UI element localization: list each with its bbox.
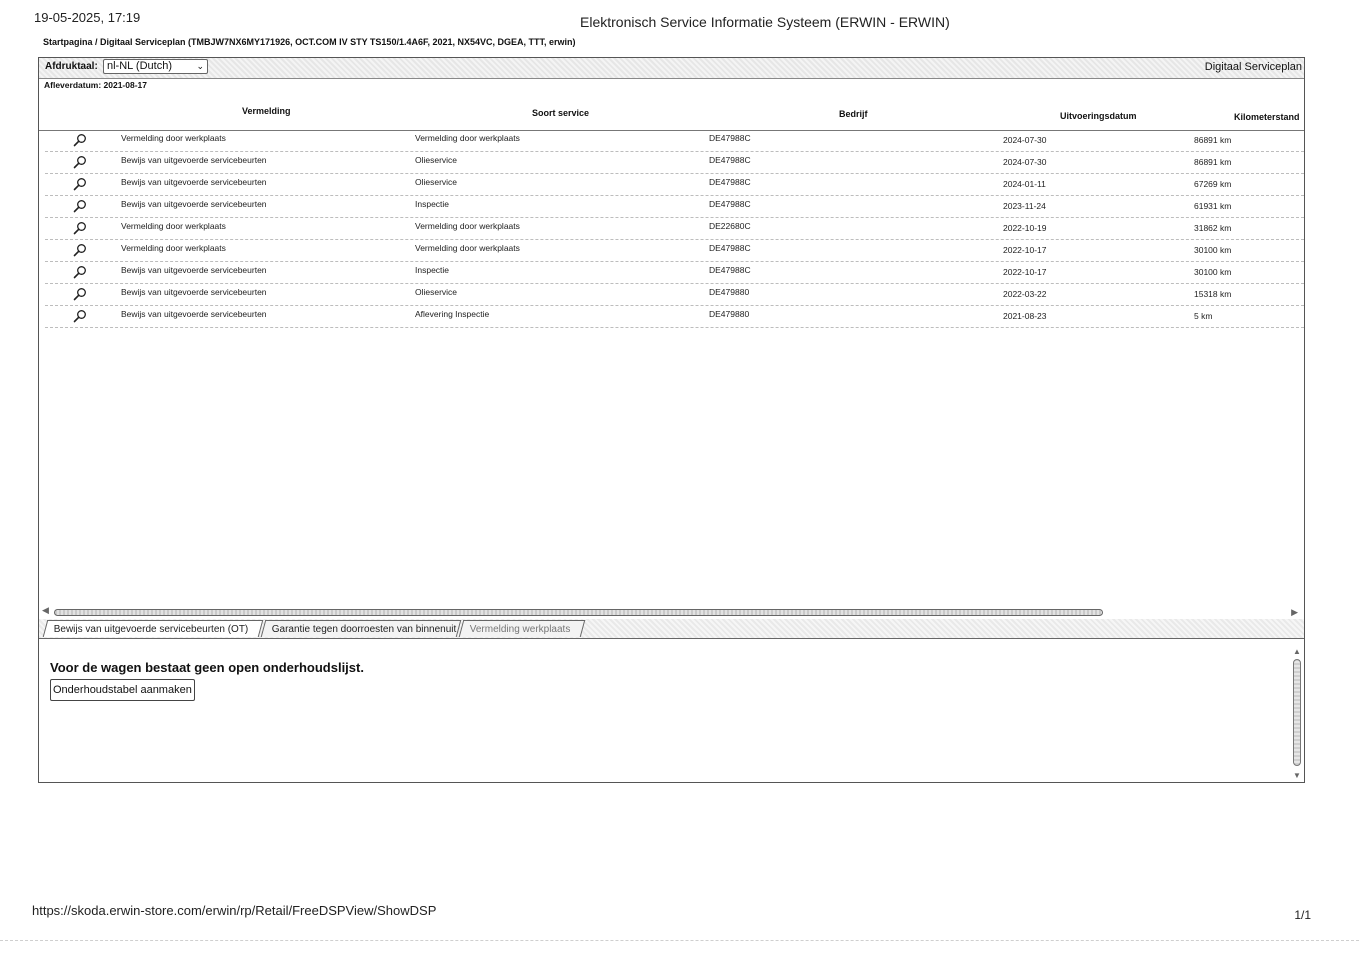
print-title: Elektronisch Service Informatie Systeem (ERWIN - ERWIN) [580,14,950,30]
table-row[interactable] [45,306,1304,328]
tab-rust-warranty[interactable] [261,620,462,637]
create-maintenance-table-button[interactable]: Onderhoudstabel aanmaken [50,679,195,701]
row-execution-date: 2022-10-17 [1003,245,1047,255]
tab-workshop-entry[interactable] [459,620,586,637]
magnifier-icon[interactable] [73,309,87,323]
row-service-type: Olieservice [415,177,458,187]
row-service-type: Vermelding door werkplaats [415,133,520,143]
row-entry: Bewijs van uitgevoerde servicebeurten [121,287,267,297]
toolbar [39,58,1304,79]
row-entry: Bewijs van uitgevoerde servicebeurten [121,199,267,209]
row-mileage: 31862 km [1194,223,1232,233]
table-row[interactable] [45,152,1304,174]
row-service-type: Inspectie [415,199,450,209]
row-company: DE479880 [709,309,750,319]
column-header-mileage[interactable]: Kilometerstand [1234,112,1300,122]
column-header-execution-date[interactable]: Uitvoeringsdatum [1060,111,1137,121]
scroll-left-icon[interactable]: ◀ [42,605,49,615]
row-mileage: 61931 km [1194,201,1232,211]
maintenance-pane [39,639,1304,782]
delivery-date: Afleverdatum: 2021-08-17 [44,80,147,90]
horizontal-scrollbar[interactable] [39,605,1304,619]
section-title: Digitaal Serviceplan [1204,61,1302,73]
magnifier-icon[interactable] [73,133,87,147]
vertical-scroll-thumb[interactable] [1293,659,1301,766]
magnifier-icon[interactable] [73,265,87,279]
row-execution-date: 2024-07-30 [1003,135,1047,145]
language-select-value: nl-NL (Dutch) [107,60,172,72]
row-mileage: 67269 km [1194,179,1232,189]
language-label: Afdruktaal: [45,61,98,72]
row-mileage: 30100 km [1194,267,1232,277]
table-row[interactable] [45,240,1304,262]
horizontal-scroll-thumb[interactable] [54,609,1103,616]
row-entry: Bewijs van uitgevoerde servicebeurten [121,309,267,319]
magnifier-icon[interactable] [73,287,87,301]
row-execution-date: 2024-07-30 [1003,157,1047,167]
tab-service-proof[interactable] [43,620,264,637]
column-header-service-type[interactable]: Soort service [532,108,590,118]
tab-label: Garantie tegen doorroesten van binnenuit [271,624,457,635]
scroll-down-icon[interactable]: ▼ [1293,771,1301,780]
magnifier-icon[interactable] [73,155,87,169]
row-execution-date: 2021-08-23 [1003,311,1047,321]
row-mileage: 86891 km [1194,135,1232,145]
row-company: DE479880 [709,287,750,297]
table-row[interactable] [45,284,1304,306]
scroll-up-icon[interactable]: ▲ [1293,647,1301,656]
language-select[interactable] [103,59,208,74]
digital-service-plan-frame [38,57,1305,783]
row-entry: Bewijs van uitgevoerde servicebeurten [121,265,267,275]
tab-label: Bewijs van uitgevoerde servicebeurten (OT) [53,624,249,635]
print-datetime: 19-05-2025, 17:19 [34,10,141,25]
print-url: https://skoda.erwin-store.com/erwin/rp/Retail/FreeDSPView/ShowDSP [32,903,437,918]
row-service-type: Olieservice [415,287,458,297]
row-execution-date: 2023-11-24 [1003,201,1046,211]
service-history-list [45,130,1304,328]
row-company: DE47988C [709,155,751,165]
row-company: DE47988C [709,265,751,275]
table-header [39,98,1304,131]
row-company: DE47988C [709,133,751,143]
row-execution-date: 2022-03-22 [1003,289,1047,299]
magnifier-icon[interactable] [73,177,87,191]
vertical-scrollbar[interactable] [1292,647,1302,780]
row-company: DE47988C [709,243,751,253]
row-execution-date: 2022-10-17 [1003,267,1047,277]
table-row[interactable] [45,262,1304,284]
row-service-type: Olieservice [415,155,458,165]
breadcrumb: Startpagina / Digitaal Serviceplan (TMBJW7NX6MY171926, OCT.COM IV STY TS150/1.4A6F, 2021, NX54VC, DGEA, TTT, erwin) [43,37,576,47]
chevron-down-icon: ⌄ [196,61,204,71]
print-page-number: 1/1 [1294,908,1311,922]
row-company: DE22680C [709,221,751,231]
row-company: DE47988C [709,177,751,187]
row-execution-date: 2024-01-11 [1003,179,1046,189]
page-edge-divider [0,940,1359,942]
magnifier-icon[interactable] [73,243,87,257]
scroll-right-icon[interactable]: ▶ [1291,607,1298,617]
table-row[interactable] [45,196,1304,218]
row-company: DE47988C [709,199,751,209]
row-mileage: 5 km [1194,311,1213,321]
row-mileage: 15318 km [1194,289,1232,299]
row-entry: Bewijs van uitgevoerde servicebeurten [121,177,267,187]
magnifier-icon[interactable] [73,221,87,235]
row-mileage: 30100 km [1194,245,1232,255]
row-service-type: Vermelding door werkplaats [415,221,520,231]
row-entry: Vermelding door werkplaats [121,221,226,231]
tab-strip [39,619,1304,639]
row-mileage: 86891 km [1194,157,1232,167]
column-header-entry[interactable]: Vermelding [242,106,291,116]
table-row[interactable] [45,130,1304,152]
row-service-type: Aflevering Inspectie [415,309,490,319]
row-entry: Vermelding door werkplaats [121,243,226,253]
tab-label: Vermelding werkplaats [469,624,571,635]
row-service-type: Vermelding door werkplaats [415,243,520,253]
no-maintenance-list-message: Voor de wagen bestaat geen open onderhoudslijst. [50,660,364,675]
table-row[interactable] [45,174,1304,196]
column-header-company[interactable]: Bedrijf [839,109,868,119]
magnifier-icon[interactable] [73,199,87,213]
row-service-type: Inspectie [415,265,450,275]
row-execution-date: 2022-10-19 [1003,223,1047,233]
row-entry: Vermelding door werkplaats [121,133,226,143]
table-row[interactable] [45,218,1304,240]
row-entry: Bewijs van uitgevoerde servicebeurten [121,155,267,165]
